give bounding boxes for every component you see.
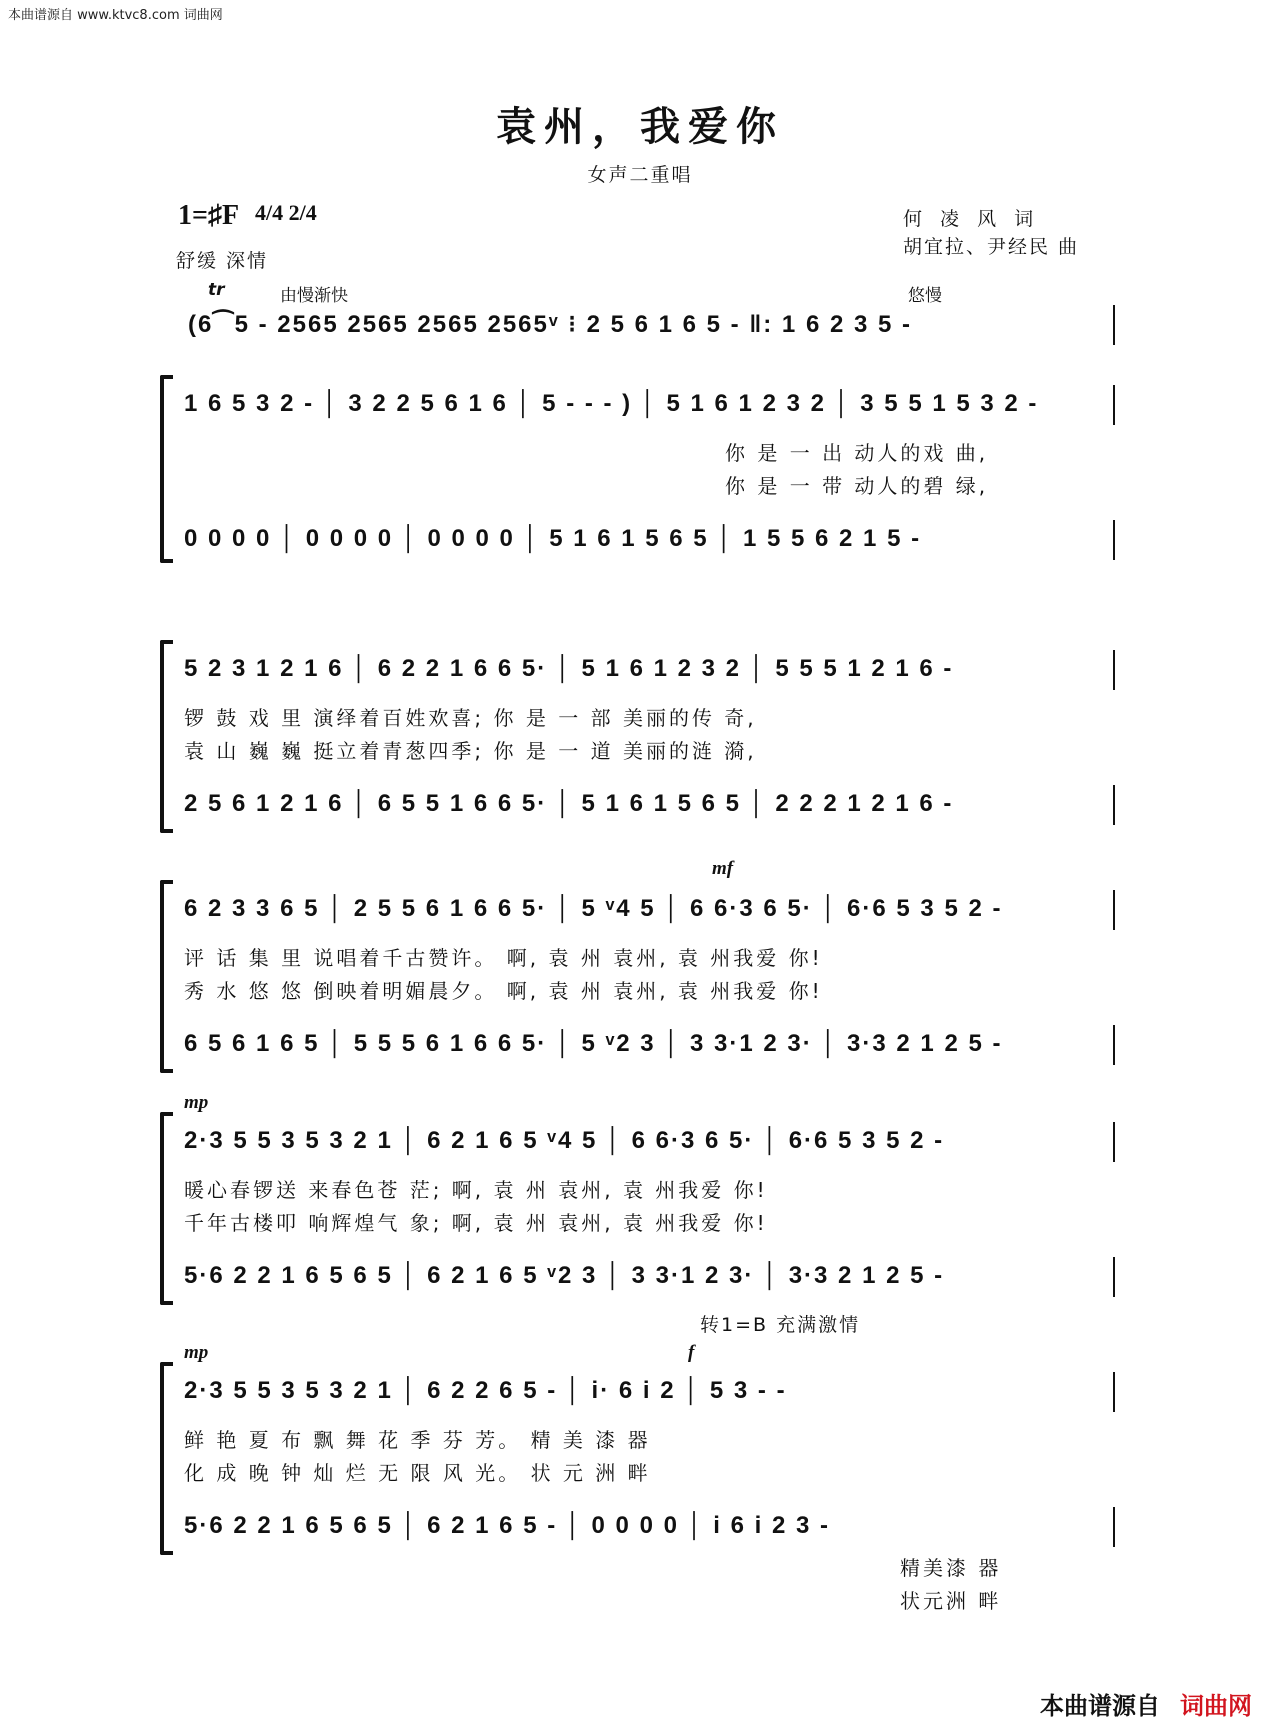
barline (1113, 1257, 1115, 1297)
time-signatures: 4/4 2/4 (255, 200, 317, 225)
footer-source-text: 本曲谱源自 (1040, 1692, 1160, 1720)
tempo-mark-accelerando: 由慢渐快 (280, 286, 348, 306)
upper-voice-notes: 5 2 3 1 2 1 6 │ 6 2 2 1 6 6 5· │ 5 1 6 1 2 3 2 │ 5 5 5 1 2 1 6 - (184, 655, 954, 682)
dynamic-mark: f (688, 1342, 695, 1363)
barline (1113, 1025, 1115, 1065)
system-brace (160, 880, 173, 1073)
tempo-marking: 舒缓 深情 (176, 250, 269, 272)
lower-voice-notes: 6 5 6 1 6 5 │ 5 5 5 6 1 6 6 5· │ 5 ᵛ2 3 │ 3 3·1 2 3· │ 3·3 2 1 2 5 - (184, 1030, 1003, 1057)
lyrics-verse-2: 千年古楼叩 响辉煌气 象; 啊, 袁 州 袁州, 袁 州我爱 你! (184, 1211, 768, 1235)
footer-site-name[interactable]: 词曲网 (1180, 1692, 1252, 1720)
lyrics-verse-1: 暖心春锣送 来春色苍 茫; 啊, 袁 州 袁州, 袁 州我爱 你! (184, 1178, 768, 1202)
lower-voice-notes: 5·6 2 2 1 6 5 6 5 │ 6 2 1 6 5 ᵛ2 3 │ 3 3·1 2 3· │ 3·3 2 1 2 5 - (184, 1262, 945, 1289)
barline (1113, 890, 1115, 930)
modulation-mark: 转1=B 充满激情 (700, 1314, 861, 1336)
barline (1113, 305, 1115, 345)
dynamic-mark: mf (712, 858, 734, 879)
lower-lyrics-verse-1: 精美漆 器 (900, 1556, 1002, 1580)
lyrics-verse-2: 你 是 一 带 动人的碧 绿, (725, 474, 989, 498)
page-title: 袁州，我爱你 (496, 103, 784, 150)
lower-voice-notes: 0 0 0 0 │ 0 0 0 0 │ 0 0 0 0 │ 5 1 6 1 5 6 5 │ 1 5 5 6 2 1 5 - (184, 525, 922, 552)
upper-voice-notes: 2·3 5 5 3 5 3 2 1 │ 6 2 2 6 5 - │ i· 6 i 2 │ 5 3 - - (184, 1377, 787, 1404)
lyrics-verse-1: 评 话 集 里 说唱着千古赞许。 啊, 袁 州 袁州, 袁 州我爱 你! (184, 946, 823, 970)
system-brace (160, 640, 173, 833)
lyricist-credit: 何 凌 风 词 (903, 208, 1040, 230)
system-brace (160, 375, 173, 563)
lyrics-verse-1: 鲜 艳 夏 布 飘 舞 花 季 芬 芳。 精 美 漆 器 (184, 1428, 651, 1452)
barline (1113, 785, 1115, 825)
lyrics-verse-2: 秀 水 悠 悠 倒映着明媚晨夕。 啊, 袁 州 袁州, 袁 州我爱 你! (184, 979, 823, 1003)
barline (1113, 1507, 1115, 1547)
dynamic-mark: mp (184, 1092, 209, 1113)
system-brace (160, 1362, 173, 1555)
barline (1113, 520, 1115, 560)
lower-lyrics-verse-2: 状元洲 畔 (900, 1589, 1002, 1613)
key-signature: 1=♯F (178, 200, 240, 231)
upper-voice-notes: 2·3 5 5 3 5 3 2 1 │ 6 2 1 6 5 ᵛ4 5 │ 6 6·3 6 5· │ 6·6 5 3 5 2 - (184, 1127, 945, 1154)
barline (1113, 1372, 1115, 1412)
lyrics-verse-1: 锣 鼓 戏 里 演绎着百姓欢喜; 你 是 一 部 美丽的传 奇, (184, 706, 757, 730)
upper-voice-notes: 6 2 3 3 6 5 │ 2 5 5 6 1 6 6 5· │ 5 ᵛ4 5 │ 6 6·3 6 5· │ 6·6 5 3 5 2 - (184, 895, 1003, 922)
subtitle: 女声二重唱 (587, 164, 693, 186)
barline (1113, 385, 1115, 425)
intro-notes: (6⁀5 - 2565 2565 2565 2565ᵛ ⁝ 2 5 6 1 6 5 - ‖: 1 6 2 3 5 - (188, 311, 912, 338)
barline (1113, 1122, 1115, 1162)
lyrics-verse-1: 你 是 一 出 动人的戏 曲, (725, 441, 989, 465)
composer-credit: 胡宜拉、尹经民 曲 (903, 236, 1080, 258)
lower-voice-notes: 5·6 2 2 1 6 5 6 5 │ 6 2 1 6 5 - │ 0 0 0 0 │ i 6 i 2 3 - (184, 1512, 830, 1539)
lower-voice-notes: 2 5 6 1 2 1 6 │ 6 5 5 1 6 6 5· │ 5 1 6 1 5 6 5 │ 2 2 2 1 2 1 6 - (184, 790, 954, 817)
lyrics-verse-2: 袁 山 巍 巍 挺立着青葱四季; 你 是 一 道 美丽的涟 漪, (184, 739, 757, 763)
lyrics-verse-2: 化 成 晚 钟 灿 烂 无 限 风 光。 状 元 洲 畔 (184, 1461, 651, 1485)
dynamic-mark: mp (184, 1342, 209, 1363)
tempo-mark-slow: 悠慢 (908, 286, 942, 306)
barline (1113, 650, 1115, 690)
upper-voice-notes: 1 6 5 3 2 - │ 3 2 2 5 6 1 6 │ 5 - - - ) │ 5 1 6 1 2 3 2 │ 3 5 5 1 5 3 2 - (184, 390, 1039, 417)
site-header-text: 本曲谱源自 www.ktvc8.com 词曲网 (8, 8, 223, 23)
trill-mark: tr (208, 280, 225, 300)
system-brace (160, 1112, 173, 1305)
